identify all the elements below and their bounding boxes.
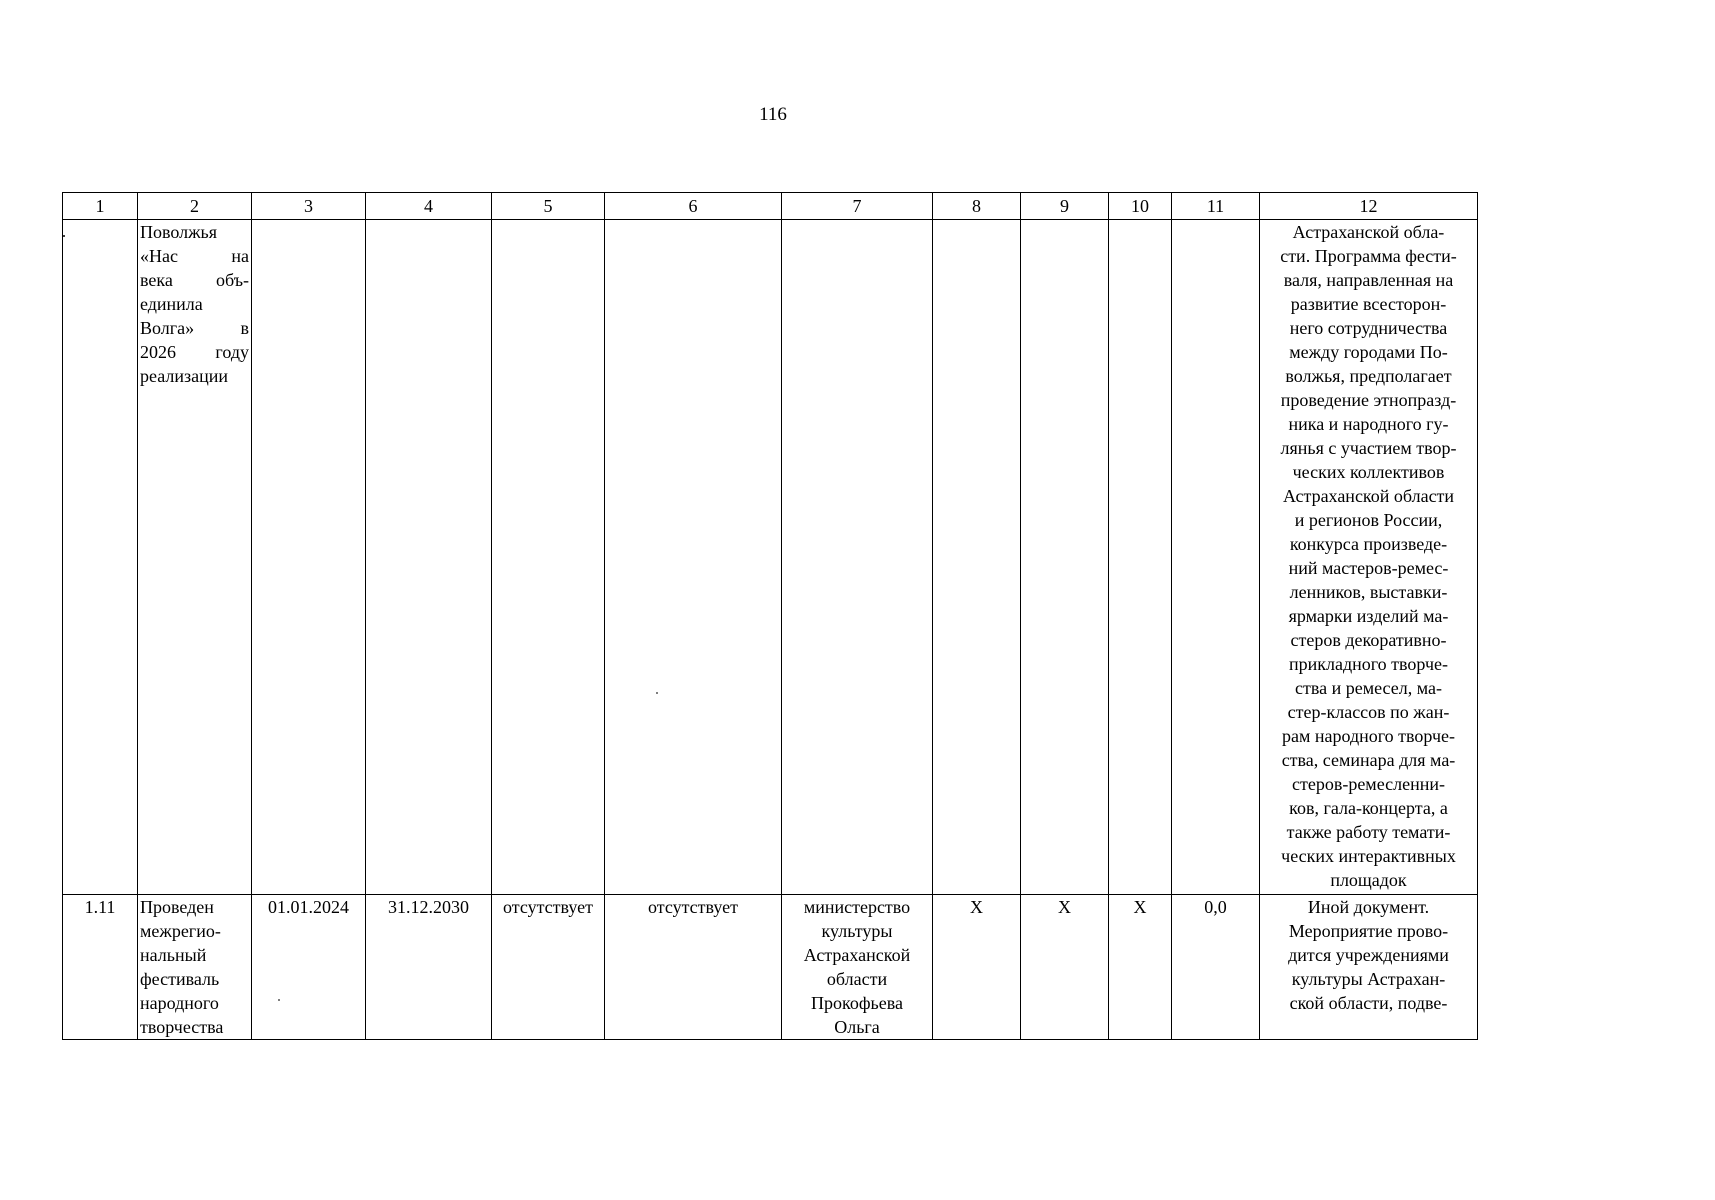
text-line: века объ- [140, 270, 249, 290]
text-line: творчества [140, 1017, 224, 1037]
text-line: ний мастеров-ремес- [1288, 558, 1449, 578]
text-line: фестиваль [140, 969, 220, 989]
text-line: культуры Астрахан- [1291, 969, 1446, 989]
text-line: народного [140, 993, 219, 1013]
text-line: дится учреждениями [1288, 945, 1449, 965]
cell-col11 [1172, 220, 1260, 895]
text-line: реализации [140, 366, 228, 386]
text-line: Мероприятие прово- [1288, 921, 1449, 941]
text-line: культуры [821, 921, 893, 941]
cell-col10 [1109, 220, 1172, 895]
text-line: ской области, подве- [1289, 993, 1448, 1013]
text-line: области [826, 969, 888, 989]
text-line: нальный [140, 945, 207, 965]
cell-col2-measure-name [138, 220, 252, 895]
text-line: ника и народного гу- [1288, 414, 1449, 434]
column-number-3: 3 [252, 193, 366, 220]
text-line: площадок [1330, 870, 1407, 890]
cell-col8: X [933, 895, 1021, 1040]
table-row-continued [63, 220, 1478, 895]
column-number-8: 8 [933, 193, 1021, 220]
cell-col7-responsible [782, 895, 933, 1040]
text-line: министерство [803, 897, 911, 917]
text-line: него сотрудничества [1289, 318, 1448, 338]
text-line: Проведен [140, 897, 214, 917]
text-line: ческих интерактивных [1281, 846, 1456, 866]
cell-col4 [366, 220, 492, 895]
cell-col6: отсутствует [605, 895, 782, 1040]
text-line: Астраханской области [1282, 486, 1455, 506]
cell-col9: X [1021, 895, 1109, 1040]
text-line: волжья, предполагает [1285, 366, 1452, 386]
text-line: 2026 году [140, 342, 249, 362]
text-line: ленников, выставки- [1289, 582, 1448, 602]
cell-col7 [782, 220, 933, 895]
column-number-4: 4 [366, 193, 492, 220]
text-line: ческих коллективов [1292, 462, 1445, 482]
text-line: Волга» в [140, 318, 249, 338]
text-line: Ольга [834, 1017, 880, 1037]
column-number-row [63, 193, 1478, 220]
text-line: лянья с участием твор- [1280, 438, 1457, 458]
cell-col11-amount: 0,0 [1172, 895, 1260, 1040]
text-line: прикладного творче- [1288, 654, 1449, 674]
text-line: конкурса произведе- [1289, 534, 1448, 554]
cell-col10: X [1109, 895, 1172, 1040]
text-line: развитие всесторон- [1290, 294, 1447, 314]
column-number-1: 1 [63, 193, 138, 220]
cell-col2-measure-name [138, 895, 252, 1040]
table-row-1-11 [63, 895, 1478, 1040]
column-number-6: 6 [605, 193, 782, 220]
text-line: ярмарки изделий ма- [1288, 606, 1449, 626]
text-line: стеров декоративно- [1290, 630, 1447, 650]
text-line: Поволжья [140, 222, 218, 242]
column-number-9: 9 [1021, 193, 1109, 220]
text-line: также работу темати- [1286, 822, 1451, 842]
text-line: ков, гала-концерта, а [1289, 798, 1448, 818]
column-number-7: 7 [782, 193, 933, 220]
cell-col9 [1021, 220, 1109, 895]
text-line: межрегио- [140, 921, 221, 941]
text-line: между городами По- [1289, 342, 1448, 362]
column-number-5: 5 [492, 193, 605, 220]
text-line: рам народного творче- [1281, 726, 1456, 746]
text-line: валя, направленная на [1283, 270, 1454, 290]
page-number: 116 [759, 104, 787, 125]
text-line: Прокофьева [811, 993, 903, 1013]
cell-col3 [252, 220, 366, 895]
text-line: и регионов России, [1294, 510, 1443, 530]
text-line: Астраханской обла- [1292, 222, 1445, 242]
cell-col3-start-date: 01.01.2024 [252, 895, 366, 1040]
cell-col8 [933, 220, 1021, 895]
cell-col5: отсутствует [492, 895, 605, 1040]
column-number-12: 12 [1260, 193, 1478, 220]
text-line: стеров-ремесленни- [1291, 774, 1445, 794]
column-number-11: 11 [1172, 193, 1260, 220]
cell-col6 [605, 220, 782, 895]
cell-col4-end-date: 31.12.2030 [366, 895, 492, 1040]
text-line: Астраханской [803, 945, 911, 965]
text-line: «Нас на [140, 246, 249, 266]
column-number-10: 10 [1109, 193, 1172, 220]
text-line: ства и ремесел, ма- [1295, 678, 1442, 698]
text-line: Иной документ. [1307, 897, 1430, 917]
cell-col12-description [1260, 220, 1478, 895]
cell-col1 [63, 220, 138, 895]
cell-col1-item-number: 1.11 [63, 895, 138, 1040]
column-number-2: 2 [138, 193, 252, 220]
text-line: стер-классов по жан- [1287, 702, 1450, 722]
text-line: единила [140, 294, 203, 314]
text-line: сти. Программа фести- [1280, 246, 1457, 266]
cell-col12-description [1260, 895, 1478, 1040]
text-line: ства, семинара для ма- [1281, 750, 1456, 770]
text-line: проведение этнопразд- [1280, 390, 1457, 410]
measures-table [62, 192, 1478, 1040]
cell-col5 [492, 220, 605, 895]
